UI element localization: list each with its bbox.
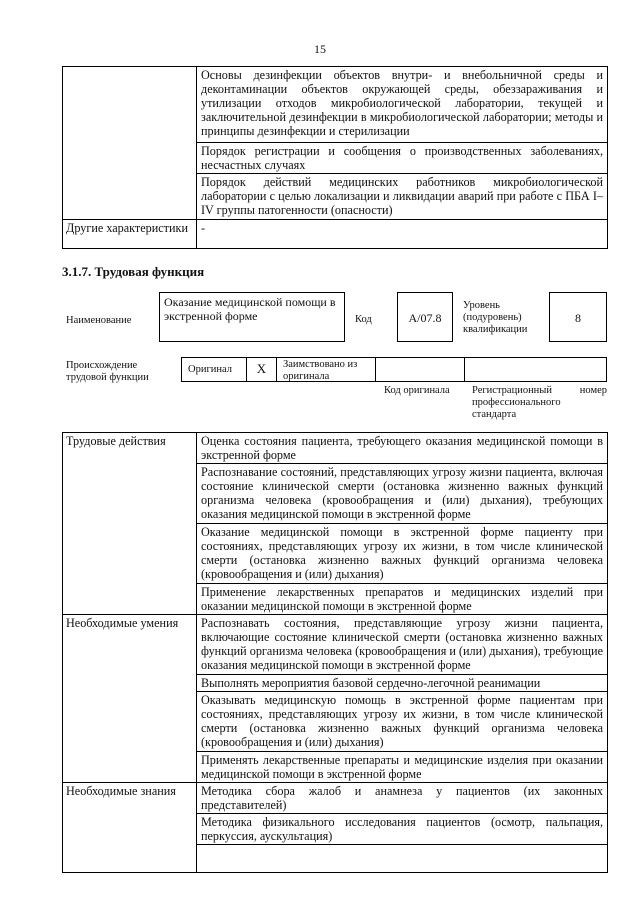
- table-cell: Распознавать состояния, представляющие угрозу жизни пациента, включающие состояние клинической смерти (остановка жизненно важных функций организма человека (кровообращения и (или) дыхания), требующие оказания медицинской помощи в экстренной форме: [197, 615, 608, 675]
- table-cell: Выполнять мероприятия базовой сердечно-легочной реанимации: [197, 675, 608, 692]
- table-label-cell: Трудовые действия: [63, 433, 197, 615]
- table-cell: Оказание медицинской помощи в экстренной форме пациенту при состояниях, представляющих угрозу их жизни, в том числе клинической смерти (остановка жизненно важных функций организма человека (кровообращения и (или) дыхания): [197, 524, 608, 584]
- table-cell: Применять лекарственные препараты и медицинские изделия при оказании медицинской помощи в экстренной форме: [197, 752, 608, 783]
- level-label: Уровень (подуровень) квалификации: [463, 300, 528, 335]
- level-value-box: 8: [549, 292, 607, 342]
- table-cell: Применение лекарственных препаратов и медицинских изделий при оказании медицинской помощи в экстренной форме: [197, 584, 608, 615]
- table-row: [63, 783, 608, 814]
- borrowed-label: Заимствовано из оригинала: [283, 359, 358, 382]
- knowledge-continuation-table: [62, 66, 608, 249]
- code-original-caption: Код оригинала: [384, 385, 450, 396]
- original-label: Оригинал: [188, 364, 232, 375]
- table-cell: Методика физикального исследования пациентов (осмотр, пальпация, перкуссия, аускультация): [197, 814, 608, 845]
- code-original-box: [375, 357, 465, 382]
- table-cell: Методика сбора жалоб и анамнеза у пациентов (их законных представителей): [197, 783, 608, 814]
- section-title: 3.1.7. Трудовая функция: [62, 264, 205, 279]
- table-row: [63, 433, 608, 464]
- page-number: 15: [314, 42, 326, 56]
- table-label-cell: [63, 67, 197, 220]
- name-value-box: Оказание медицинской помощи в экстренной форме: [159, 292, 345, 342]
- table-cell: Порядок регистрации и сообщения о производственных заболеваниях, несчастных случаях: [197, 143, 608, 174]
- table-label-cell: Другие характеристики: [63, 220, 197, 249]
- table-row: [63, 220, 608, 249]
- table-cell: Основы дезинфекции объектов внутри- и внебольничной среды и деконтаминации объектов окружающей среды, обеззараживания и утилизации отходов микробиологической лаборатории, текущей и заключительной дезинфекции в микробиологической лаборатории; методы и принципы дезинфекции и стерилизации: [197, 67, 608, 143]
- reg-number-caption: Регистрационный номер профессионального стандарта: [472, 385, 607, 420]
- table-row: [63, 67, 608, 143]
- origin-label: Происхождение трудовой функции: [66, 360, 149, 383]
- table-cell: [197, 845, 608, 873]
- table-label-cell: Необходимые умения: [63, 615, 197, 783]
- original-mark-box: X: [246, 357, 277, 382]
- labor-function-table: [62, 432, 608, 873]
- table-cell: Распознавание состояний, представляющих угрозу жизни пациента, включая состояние клинической смерти (остановка жизненно важных функций организма человека (кровообращения и (или) дыхания), требующих оказания медицинской помощи в экстренной форме: [197, 464, 608, 524]
- table-label-cell: Необходимые знания: [63, 783, 197, 873]
- name-label: Наименование: [66, 315, 132, 326]
- table-cell: Оценка состояния пациента, требующего оказания медицинской помощи в экстренной форме: [197, 433, 608, 464]
- table-row: [63, 615, 608, 675]
- code-label: Код: [355, 314, 372, 325]
- table-cell: -: [197, 220, 608, 249]
- code-value-box: А/07.8: [397, 292, 453, 342]
- table-cell: Порядок действий медицинских работников микробиологической лаборатории с целью локализации и ликвидации аварий при работе с ПБА I–IV группы патогенности (опасности): [197, 174, 608, 220]
- table-cell: Оказывать медицинскую помощь в экстренной форме пациентам при состояниях, представляющих угрозу их жизни, в том числе клинической смерти (остановка жизненно важных функций организма человека (кровообращения и (или) дыхания): [197, 692, 608, 752]
